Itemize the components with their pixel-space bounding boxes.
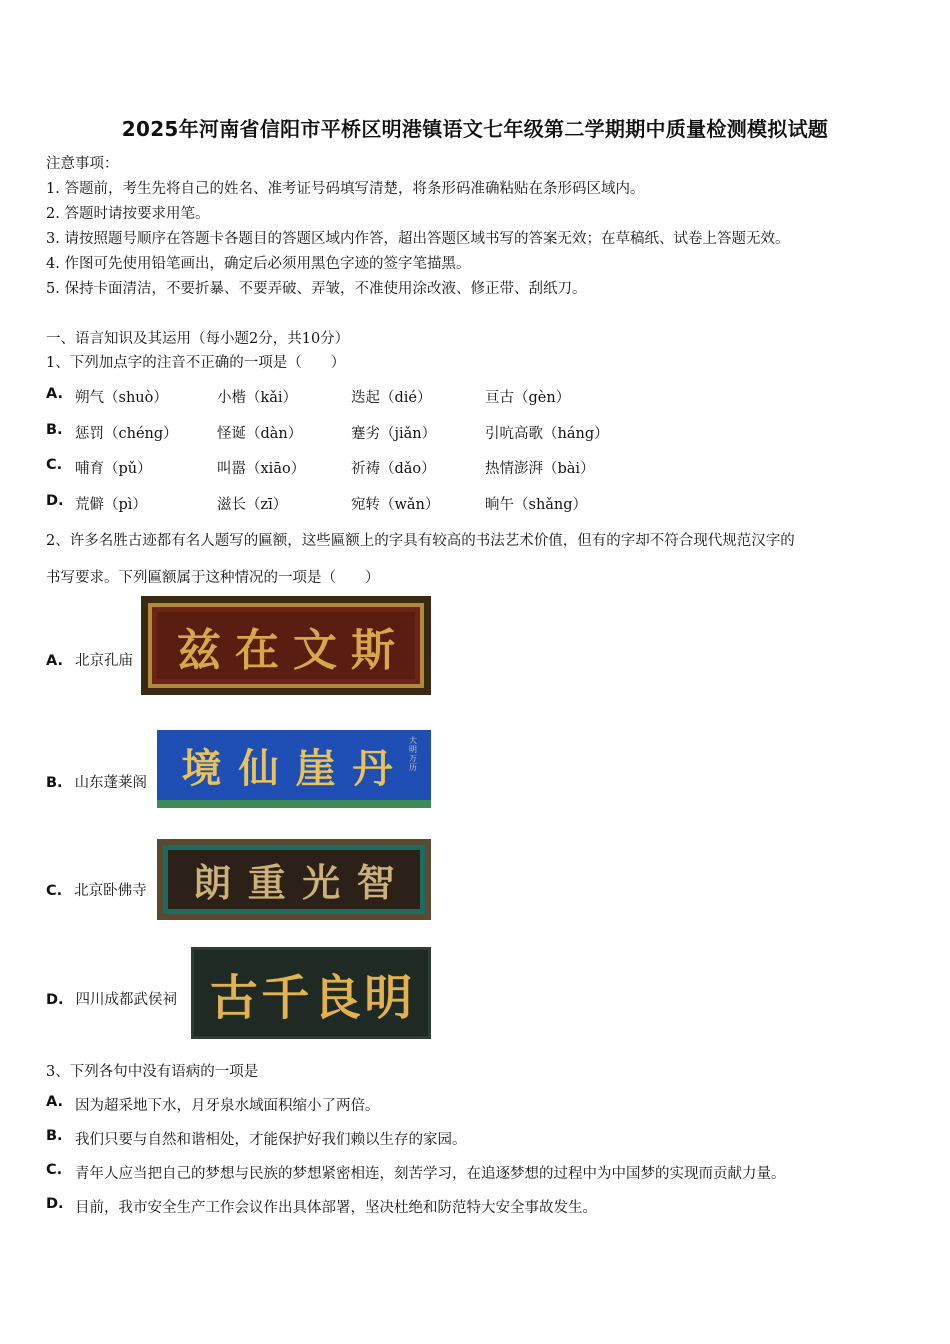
option-cell: 哺育（pǔ）	[75, 461, 152, 477]
option-label: 山东蓬莱阁	[74, 775, 148, 791]
option-cell: 惩罚（chéng）	[75, 426, 178, 442]
plaque-character: 崖	[295, 744, 336, 792]
plaque-character: 丹	[352, 744, 393, 792]
plaque-character: 古	[209, 969, 258, 1026]
option-cell: 叫嚣（xiāo）	[217, 461, 306, 477]
option-cell: 滋长（zī）	[217, 497, 288, 513]
option-cell: 迭起（dié）	[351, 390, 432, 406]
option-letter: B.	[46, 422, 63, 438]
option-letter: A.	[46, 1094, 63, 1110]
question-2-option-b	[46, 771, 147, 792]
plaque-character: 千	[261, 969, 310, 1026]
option-letter: D.	[46, 493, 64, 509]
notice-item: 5. 保持卡面清洁，不要折暴、不要弄破、弄皱，不准使用涂改液、修正带、刮纸刀。	[46, 281, 587, 297]
option-letter: D.	[46, 992, 64, 1008]
option-cell: 晌午（shǎng）	[485, 497, 588, 513]
option-cell: 热情澎湃（bài）	[485, 461, 595, 477]
option-letter: B.	[46, 1128, 63, 1144]
option-letter: A.	[46, 386, 63, 402]
plaque-character: 文	[293, 624, 337, 676]
plaque-character: 境	[181, 744, 222, 792]
plaque-character: 光	[302, 860, 341, 905]
plaque-character: 明	[364, 969, 413, 1026]
plaque-image-wuhouci	[191, 947, 431, 1039]
option-letter: B.	[46, 775, 63, 791]
option-cell: 蹇劣（jiǎn）	[351, 426, 437, 442]
option-cell: 怪诞（dàn）	[217, 426, 303, 442]
option-label: 北京卧佛寺	[74, 883, 147, 899]
option-label: 四川成都武侯祠	[75, 992, 178, 1008]
plaque-inscription: 大明万历	[409, 736, 417, 772]
option-cell: 祈祷（dǎo）	[351, 461, 436, 477]
question-2-option-c	[46, 879, 147, 900]
question-1-stem: 1、下列加点字的注音不正确的一项是（ ）	[46, 355, 346, 371]
question-2-option-d	[46, 988, 177, 1009]
plaque-character: 重	[247, 860, 286, 905]
option-text: 目前，我市安全生产工作会议作出具体部署，坚决杜绝和防范特大安全事故发生。	[75, 1200, 597, 1216]
question-2-option-a	[46, 649, 133, 670]
notice-item: 4. 作图可先使用铅笔画出，确定后必须用黑色字迹的签字笔描黑。	[46, 256, 471, 272]
notice-item: 2. 答题时请按要求用笔。	[46, 206, 210, 222]
option-cell: 朔气（shuò）	[75, 390, 168, 406]
option-text: 青年人应当把自己的梦想与民族的梦想紧密相连，刻苦学习，在追逐梦想的过程中为中国梦的实现而贡献力量。	[75, 1166, 786, 1182]
option-cell: 小楷（kǎi）	[217, 390, 298, 406]
plaque-character: 兹	[177, 624, 221, 676]
option-letter: C.	[46, 1162, 63, 1178]
plaque-character: 智	[356, 860, 395, 905]
notice-item: 1. 答题前，考生先将自己的姓名、准考证号码填写清楚，将条形码准确粘贴在条形码区域内。	[46, 181, 645, 197]
plaque-character: 朗	[193, 860, 232, 905]
notice-item: 3. 请按照题号顺序在答题卡各题目的答题区域内作答，超出答题区域书写的答案无效；在草稿纸、试卷上答题无效。	[46, 231, 790, 247]
plaque-character: 仙	[238, 744, 279, 792]
option-letter: D.	[46, 1196, 64, 1212]
plaque-character: 良	[312, 969, 361, 1026]
plaque-character: 在	[235, 624, 279, 676]
page-title: 2025年河南省信阳市平桥区明港镇语文七年级第二学期期中质量检测模拟试题	[121, 117, 829, 141]
option-letter: C.	[46, 883, 63, 899]
question-3-stem: 3、下列各句中没有语病的一项是	[46, 1064, 259, 1080]
option-text: 因为超采地下水，月牙泉水域面积缩小了两倍。	[75, 1098, 380, 1114]
option-text: 我们只要与自然和谐相处，才能保护好我们赖以生存的家园。	[75, 1132, 467, 1148]
section-heading: 一、语言知识及其运用（每小题2分，共10分）	[46, 331, 350, 347]
plaque-image-kongmiao	[141, 596, 431, 695]
option-cell: 荒僻（pì）	[75, 497, 147, 513]
option-cell: 亘古（gèn）	[485, 390, 571, 406]
option-label: 北京孔庙	[75, 653, 133, 669]
plaque-image-wofosi	[157, 839, 431, 920]
question-2-stem: 书写要求。下列匾额属于这种情况的一项是（ ）	[46, 570, 380, 586]
option-cell: 引吭高歌（háng）	[485, 426, 609, 442]
plaque-character: 斯	[351, 624, 395, 676]
option-letter: C.	[46, 457, 63, 473]
option-cell: 宛转（wǎn）	[351, 497, 440, 513]
option-letter: A.	[46, 653, 63, 669]
plaque-image-penglaige	[157, 730, 431, 808]
question-2-stem: 2、许多名胜古迹都有名人题写的匾额，这些匾额上的字具有较高的书法艺术价值，但有的字却不符合现代规范汉字的	[46, 533, 795, 549]
notice-heading: 注意事项：	[46, 156, 119, 172]
